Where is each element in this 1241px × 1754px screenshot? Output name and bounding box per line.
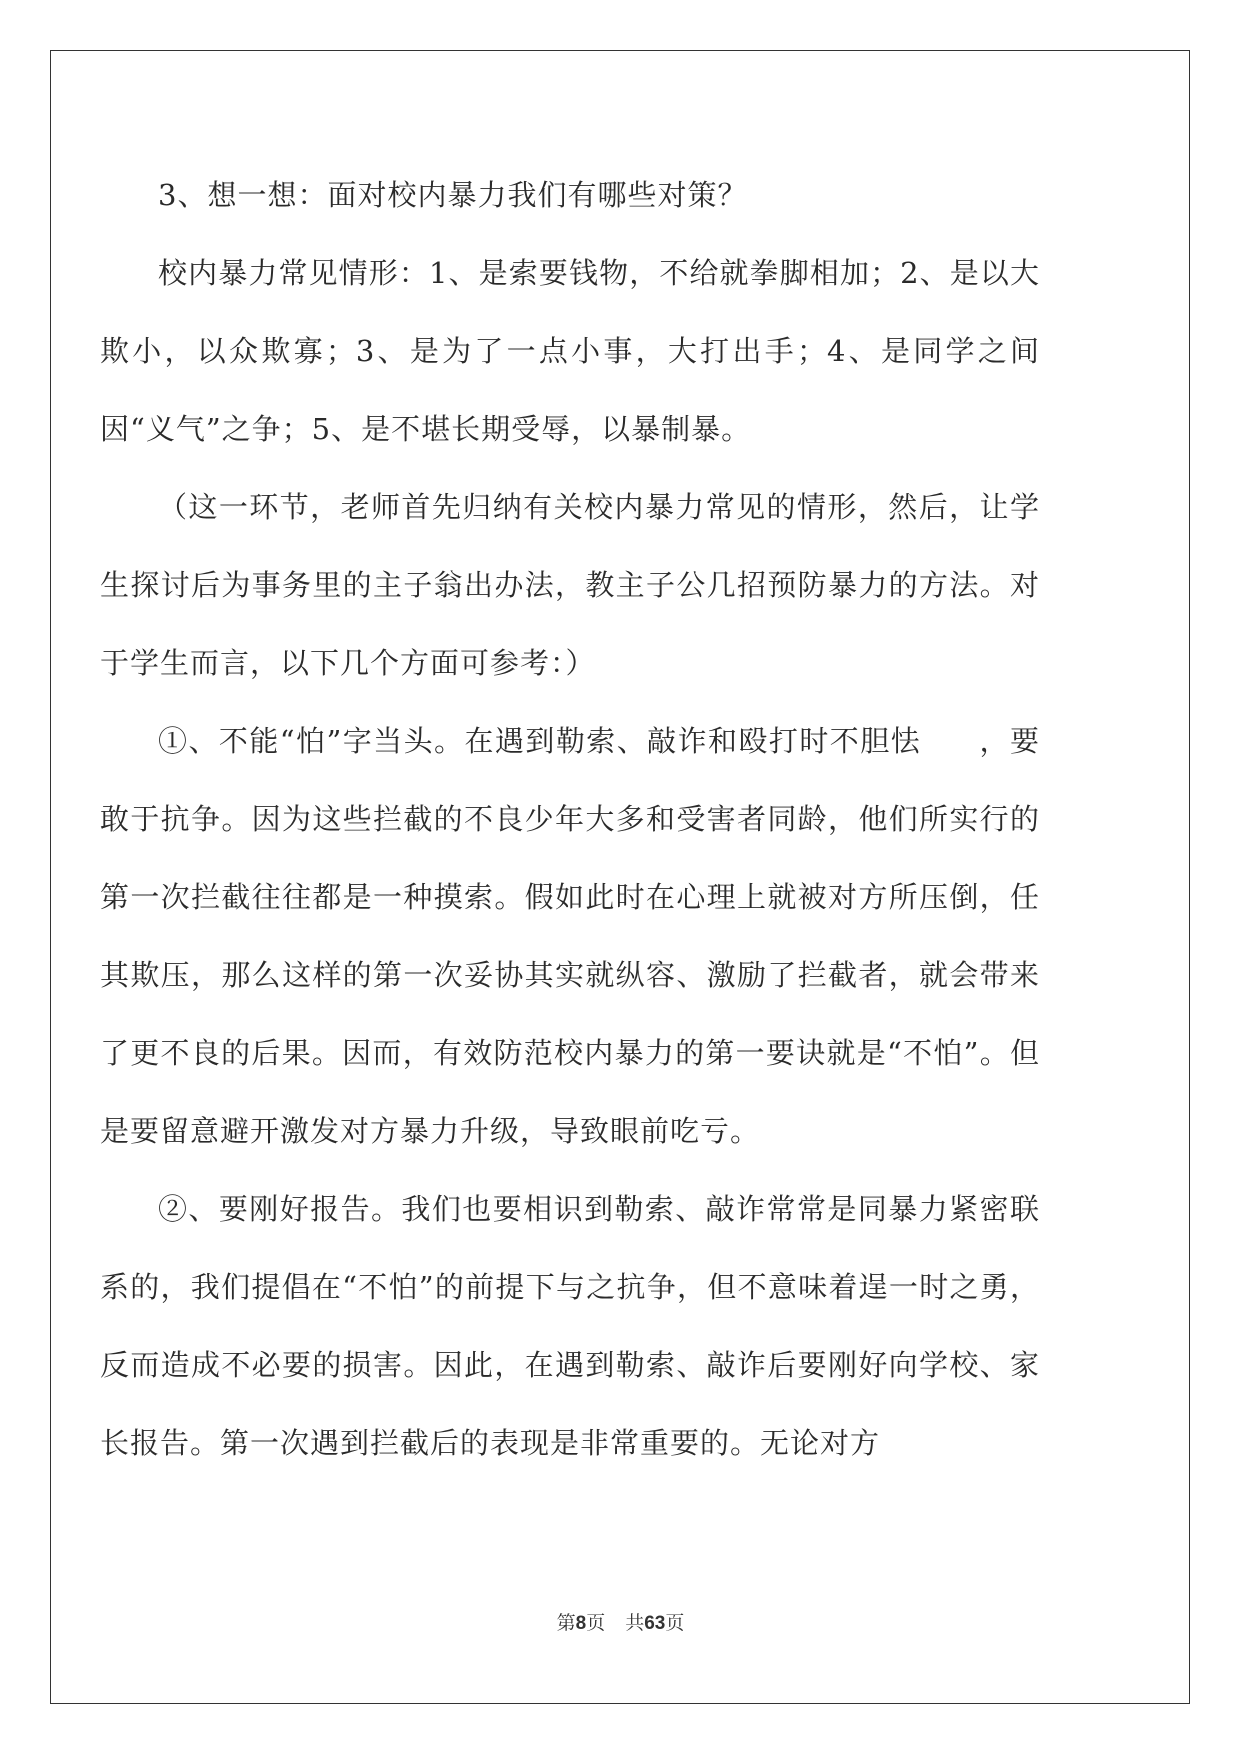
paragraph-teacher-note: （这一环节，老师首先归纳有关校内暴力常见的情形，然后，让学生探讨后为事务里的主子翁出办法，教主子公几招预防暴力的方法。对于学生而言，以下几个方面可参考：） — [100, 490, 1040, 680]
point-one-lead: ①、不能“怕”字当头。在遇到勒索、敲诈和殴打时不胆怯 — [158, 724, 922, 758]
page-prefix: 第 — [556, 1612, 576, 1634]
page-number: 8 — [575, 1613, 587, 1634]
point-one-body: ，要敢于抗争。因为这些拦截的不良少年大多和受害者同龄，他们所实行的第一次拦截往往都是一种摸索。假如此时在心理上就被对方所压倒，任其欺压，那么这样的第一次妥协其实就纵容、激励了拦截者，就会带来了更不良的后果。因而，有效防范校内暴力的第一要诀就是“不怕”。但是要留意避开激发对方暴力升级，导致眼前吃亏。 — [100, 724, 1040, 1148]
total-pages: 63 — [644, 1613, 666, 1634]
paragraph-question-heading: 3、想一想：面对校内暴力我们有哪些对策？ — [158, 178, 748, 212]
paragraph-point-one — [100, 702, 1040, 1170]
page-footer — [0, 1608, 1241, 1635]
total-suffix: 页 — [665, 1612, 685, 1634]
paragraph-common-situations: 校内暴力常见情形：1、是索要钱物，不给就拳脚相加；2、是以大欺小，以众欺寡；3、是为了一点小事，大打出手；4、是同学之间因“义气”之争；5、是不堪长期受辱，以暴制暴。 — [100, 256, 1040, 446]
paragraph-point-two: ②、要刚好报告。我们也要相识到勒索、敲诈常常是同暴力紧密联系的，我们提倡在“不怕”的前提下与之抗争，但不意味着逞一时之勇，反而造成不必要的损害。因此，在遇到勒索、敲诈后要刚好向学校、家长报告。第一次遇到拦截后的表现是非常重要的。无论对方 — [100, 1192, 1040, 1460]
total-prefix: 共 — [625, 1612, 645, 1634]
document-body — [100, 156, 1040, 1482]
page-suffix: 页 — [586, 1612, 606, 1634]
